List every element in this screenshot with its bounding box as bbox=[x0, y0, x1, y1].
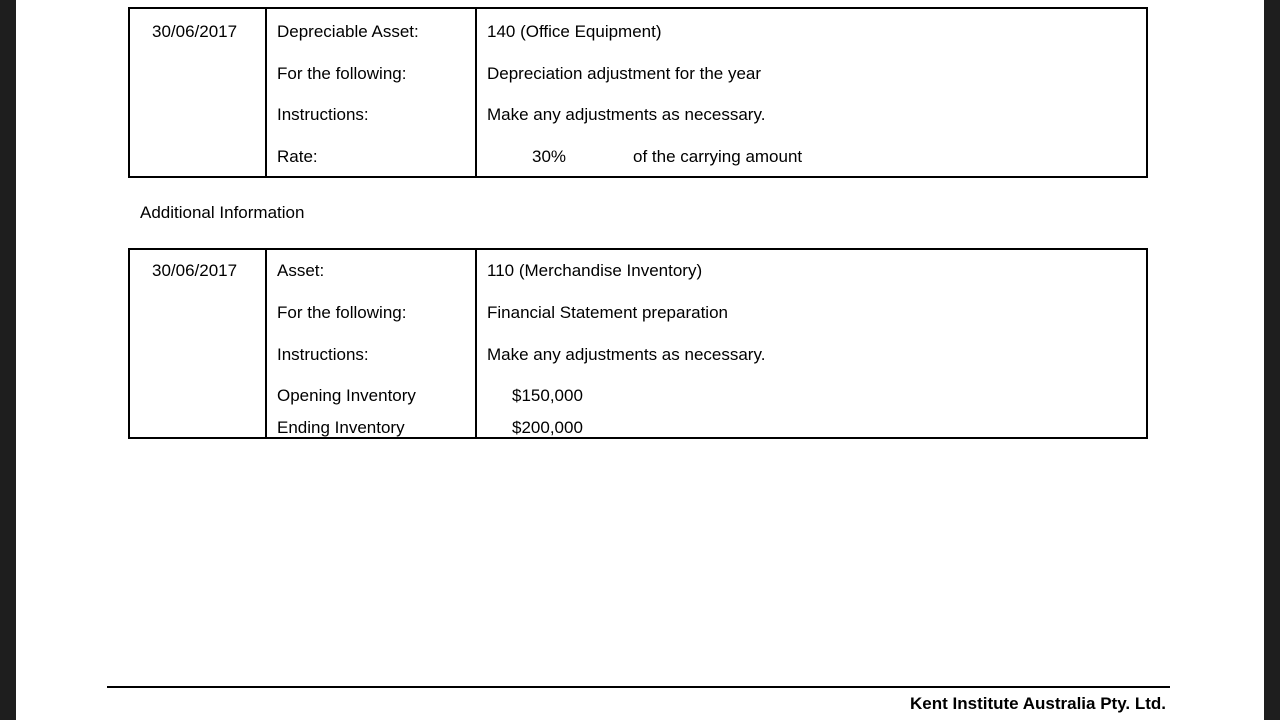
footer-divider bbox=[107, 686, 1170, 688]
viewer-background bbox=[1264, 0, 1280, 720]
table-date: 30/06/2017 bbox=[152, 22, 238, 41]
row-label: Opening Inventory bbox=[277, 386, 416, 405]
row-label: Depreciable Asset: bbox=[277, 22, 419, 41]
row-value: Make any adjustments as necessary. bbox=[487, 105, 766, 124]
column-divider bbox=[475, 9, 477, 176]
row-label: For the following: bbox=[277, 64, 407, 83]
column-divider bbox=[265, 250, 267, 437]
row-value: 140 (Office Equipment) bbox=[487, 22, 662, 41]
row-value: $150,000 bbox=[512, 386, 583, 405]
row-value: Financial Statement preparation bbox=[487, 303, 728, 322]
section-caption: Additional Information bbox=[140, 203, 305, 222]
column-divider bbox=[475, 250, 477, 437]
rate-value: 30% bbox=[532, 147, 567, 166]
row-value: 110 (Merchandise Inventory) bbox=[487, 261, 703, 280]
row-label: Rate: bbox=[277, 147, 318, 166]
row-label: Instructions: bbox=[277, 345, 369, 364]
row-value: Make any adjustments as necessary. bbox=[487, 345, 766, 364]
row-value: $200,000 bbox=[512, 418, 583, 437]
document-page bbox=[16, 0, 1264, 720]
row-label: Asset: bbox=[277, 261, 325, 280]
row-label: Instructions: bbox=[277, 105, 369, 124]
footer-company-name: Kent Institute Australia Pty. Ltd. bbox=[910, 694, 1166, 713]
table-date: 30/06/2017 bbox=[152, 261, 238, 280]
inventory-table bbox=[128, 248, 1148, 439]
column-divider bbox=[265, 9, 267, 176]
rate-note: of the carrying amount bbox=[633, 147, 803, 166]
depreciation-table bbox=[128, 7, 1148, 178]
row-label: For the following: bbox=[277, 303, 407, 322]
row-label: Ending Inventory bbox=[277, 418, 405, 437]
row-value: Depreciation adjustment for the year bbox=[487, 64, 762, 83]
